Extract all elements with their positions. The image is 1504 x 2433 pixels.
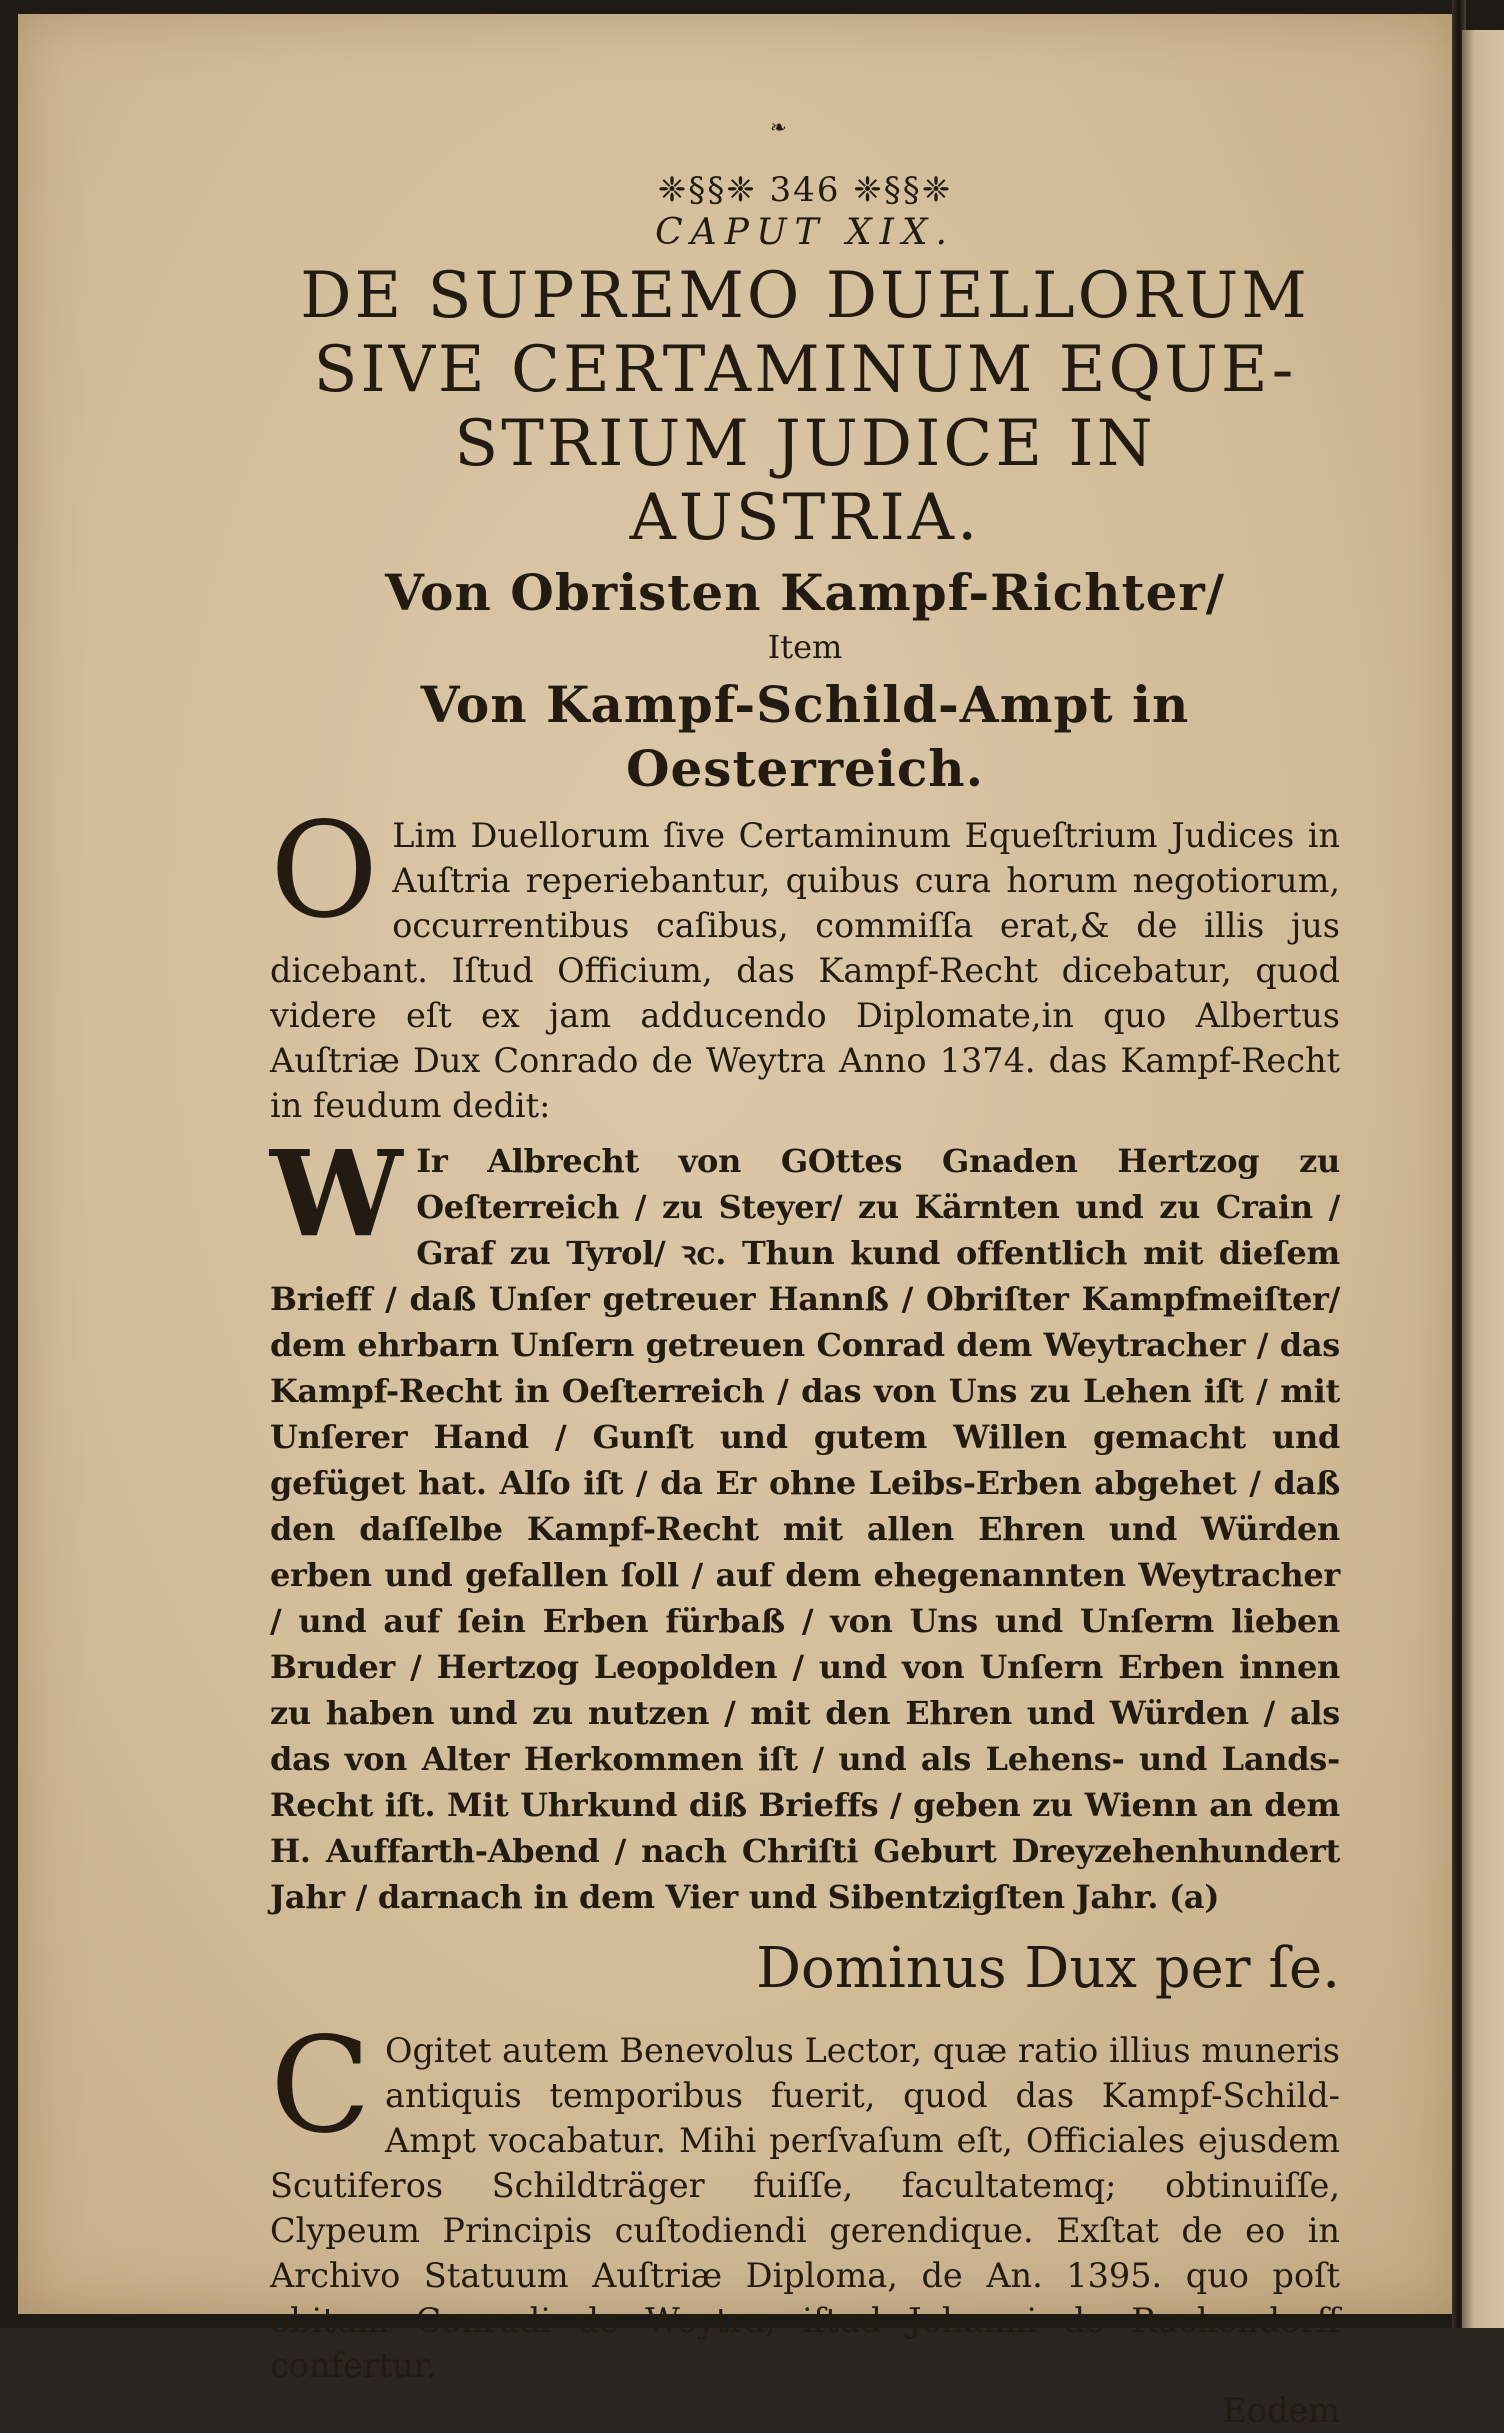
latin-paragraph-1 bbox=[270, 794, 1340, 1128]
chapter-title-line-1: DE SUPREMO DUELLORUM bbox=[300, 259, 1310, 333]
german-diploma-text: Ir Albrecht von GOttes Gnaden Hertzog zu Oeſterreich / zu Steyer/ zu Kärnten und zu Crain / Graf zu Tyrol/ ꝛc. Thun kund offentlich mit dieſem Brieff / daß Unſer getreuer Hannß / Obriſter Kampfmeiſter/ dem ehrbarn Unſern getreuen Conrad dem Weytracher / das Kampf-Recht in Oeſterreich / das von Uns zu Lehen iſt / mit Unſerer Hand / Gunſt und gutem Willen gemacht und gefüget hat. Alſo iſt / da Er ohne Leibs-Erben abgehet / daß den daſſelbe Kampf-Recht mit allen Ehren und Würden erben und gefallen ſoll / auf dem ehegenannten Weytracher / und auf ſein Erben fürbaß / von Uns und Unſerm lieben Bruder / Hertzog Leopolden / und von Unſern Erben innen zu haben und zu nutzen / mit den Ehren und Würden / als das von Alter Herkommen iſt / und als Lehens- und Lands-Recht iſt. Mit Uhrkund diß Brieffs / geben zu Wienn an dem H. Auffarth-Abend / nach Chriſti Geburt Dreyzehenhundert Jahr / darnach in dem Vier und Sibentzigſten Jahr. (a) bbox=[270, 1142, 1340, 1916]
latin-paragraph-1-text: Lim Duellorum ſive Certaminum Equeſtrium Judices in Auſtria reperiebantur, quibus cura horum negotiorum, occurrentibus caſibus, commiſſa erat,& de illis jus dicebant. Iſtud Officium, das Kampf-Recht dicebatur, quod videre eſt ex jam adducendo Diplomate,in quo Albertus Auſtriæ Dux Conrado de Weytra Anno 1374. das Kampf-Recht in feudum dedit: bbox=[270, 816, 1340, 1125]
latin-paragraph-2-text: Ogitet autem Benevolus Lector, quæ ratio illius muneris antiquis temporibus fuerit, quod das Kampf-Schild-Ampt vocabatur. Mihi perſvaſum eſt, Officiales ejusdem Scutiferos Schildträger fuiſſe, facultatemq; obtinuiſſe, Clypeum Principis cuſtodiendi gerendique. Exſtat de eo in Archivo Statuum Auſtriæ Diploma, de An. 1395. quo poſt obitum Conradi de Weytra, iſtud Johanni de Ruckendorff confertur. bbox=[270, 2031, 1340, 2385]
facing-page-edge bbox=[1462, 30, 1504, 2328]
chapter-label: CAPUT XIX. bbox=[655, 212, 955, 253]
dropcap-c: C bbox=[270, 2009, 371, 2163]
german-diploma-paragraph bbox=[270, 1124, 1340, 1920]
dropcap-o: O bbox=[270, 794, 379, 948]
dominus-line: Dominus Dux per ſe. bbox=[756, 1936, 1340, 2001]
dropcap-w: W bbox=[270, 1124, 403, 1263]
chapter-title-line-2: SIVE CERTAMINUM EQUE- bbox=[313, 333, 1297, 407]
german-heading-1: Von Obristen Kampf-Richter/ bbox=[384, 563, 1226, 622]
chapter-title-line-4: AUSTRIA. bbox=[629, 481, 981, 555]
page-number: ❈§§❈ 346 ❈§§❈ bbox=[657, 170, 953, 210]
latin-paragraph-2 bbox=[270, 2009, 1340, 2388]
catchword: Eodem bbox=[1222, 2391, 1340, 2430]
item-label: Item bbox=[767, 628, 843, 666]
chapter-title-line-3: STRIUM JUDICE IN bbox=[454, 407, 1156, 481]
page-content bbox=[270, 115, 1340, 2433]
german-heading-2: Von Kampf-Schild-Ampt in Oesterreich. bbox=[420, 675, 1190, 798]
ink-mark: ❧ bbox=[770, 115, 787, 139]
